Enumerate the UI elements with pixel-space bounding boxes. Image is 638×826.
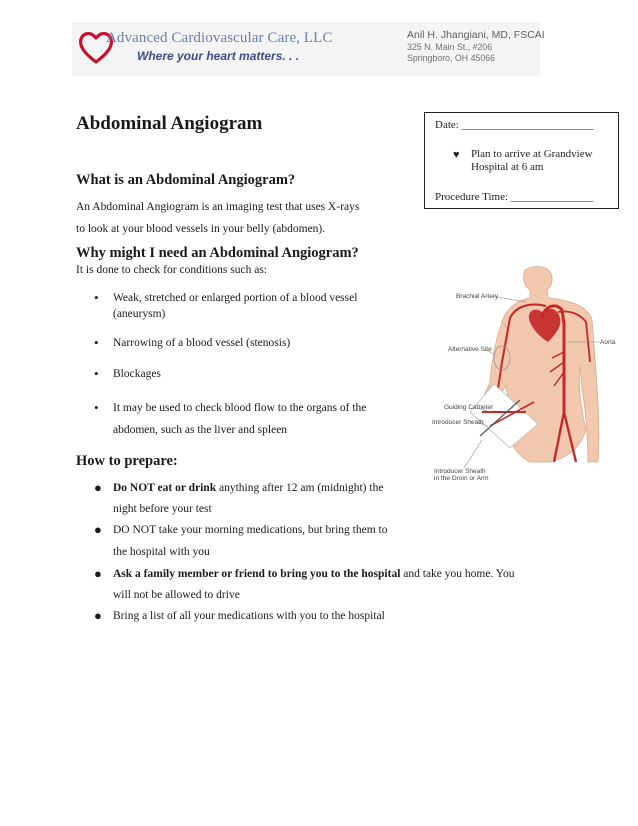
doctor-address-block <box>407 29 545 64</box>
bullet-icon: • <box>94 366 99 381</box>
what-is-heading: What is an Abdominal Angiogram? <box>76 172 296 188</box>
what-is-line-2: to look at your blood vessels in your belly (abdomen). <box>76 223 326 235</box>
prepare-item-4: Bring a list of all your medications with you to the hospital <box>113 610 385 622</box>
prepare-heading: How to prepare: <box>76 453 178 469</box>
prepare-item-3-rest: and take you home. You <box>400 568 515 580</box>
label-alternative-site: Alternative Site <box>448 346 492 353</box>
why-item-4-line-1: It may be used to check blood flow to the organs of the <box>113 402 367 414</box>
why-intro: It is done to check for conditions such as: <box>76 264 267 276</box>
prepare-item-1-line-2: night before your test <box>113 503 212 515</box>
prepare-item-2-line-1: DO NOT take your morning medications, but bring them to <box>113 524 388 536</box>
practice-tagline: Where your heart matters. . . <box>137 49 300 63</box>
prepare-item-3-bold: Ask a family member or friend to bring you to the hospital <box>113 568 401 580</box>
practice-name: Advanced Cardiovascular Care, LLC <box>106 30 333 46</box>
why-heading: Why might I need an Abdominal Angiogram? <box>76 245 359 261</box>
label-introducer-groin-2: in the Groin or Arm <box>434 475 489 482</box>
label-introducer-groin-1: Introducer Sheath <box>434 468 486 475</box>
prepare-item-3-line-1 <box>113 568 514 580</box>
angiogram-illustration <box>430 262 638 494</box>
prepare-item-1-bold: Do NOT eat or drink <box>113 482 217 494</box>
why-item-2: Narrowing of a blood vessel (stenosis) <box>113 337 291 349</box>
bullet-icon: ● <box>94 566 102 581</box>
why-item-4-line-2: abdomen, such as the liver and spleen <box>113 424 288 436</box>
why-item-1-line-1: Weak, stretched or enlarged portion of a blood vessel <box>113 292 358 304</box>
label-guiding-catheter: Guiding Catheter <box>444 404 494 411</box>
bullet-icon: • <box>94 400 99 415</box>
address-line-2: Springboro, OH 45066 <box>407 53 496 63</box>
bullet-icon: ● <box>94 608 102 623</box>
bullet-icon: ● <box>94 480 102 495</box>
bullet-icon: ● <box>94 522 102 537</box>
date-field: Date: ________________________ <box>435 119 594 131</box>
procedure-time-field: Procedure Time: _______________ <box>435 191 594 203</box>
why-item-1-line-2: (aneurysm) <box>113 308 166 320</box>
arrival-instruction: Plan to arrive at Grandview Hospital at 6 am <box>471 148 593 173</box>
bullet-icon: • <box>94 335 99 350</box>
why-item-3: Blockages <box>113 368 161 380</box>
page-title: Abdominal Angiogram <box>76 113 263 134</box>
doctor-name: Anil H. Jhangiani, MD, FSCAI <box>407 29 545 41</box>
prepare-item-1-rest: anything after 12 am (midnight) the <box>216 482 384 494</box>
address-line-1: 325 N. Main St., #206 <box>407 42 493 52</box>
label-introducer-sheath: Introducer Sheath <box>432 419 484 426</box>
heart-bullet-icon: ♥ <box>453 149 460 161</box>
prepare-item-2-line-2: the hospital with you <box>113 546 210 558</box>
bullet-icon: • <box>94 290 99 305</box>
prepare-item-3-line-2: will not be allowed to drive <box>113 589 240 601</box>
what-is-line-1: An Abdominal Angiogram is an imaging test that uses X-rays <box>76 201 360 213</box>
label-aorta: Aorta <box>600 339 616 346</box>
prepare-item-1-line-1 <box>113 482 383 494</box>
appointment-box <box>424 112 619 209</box>
label-brachial-artery: Brachial Artery <box>456 293 499 300</box>
